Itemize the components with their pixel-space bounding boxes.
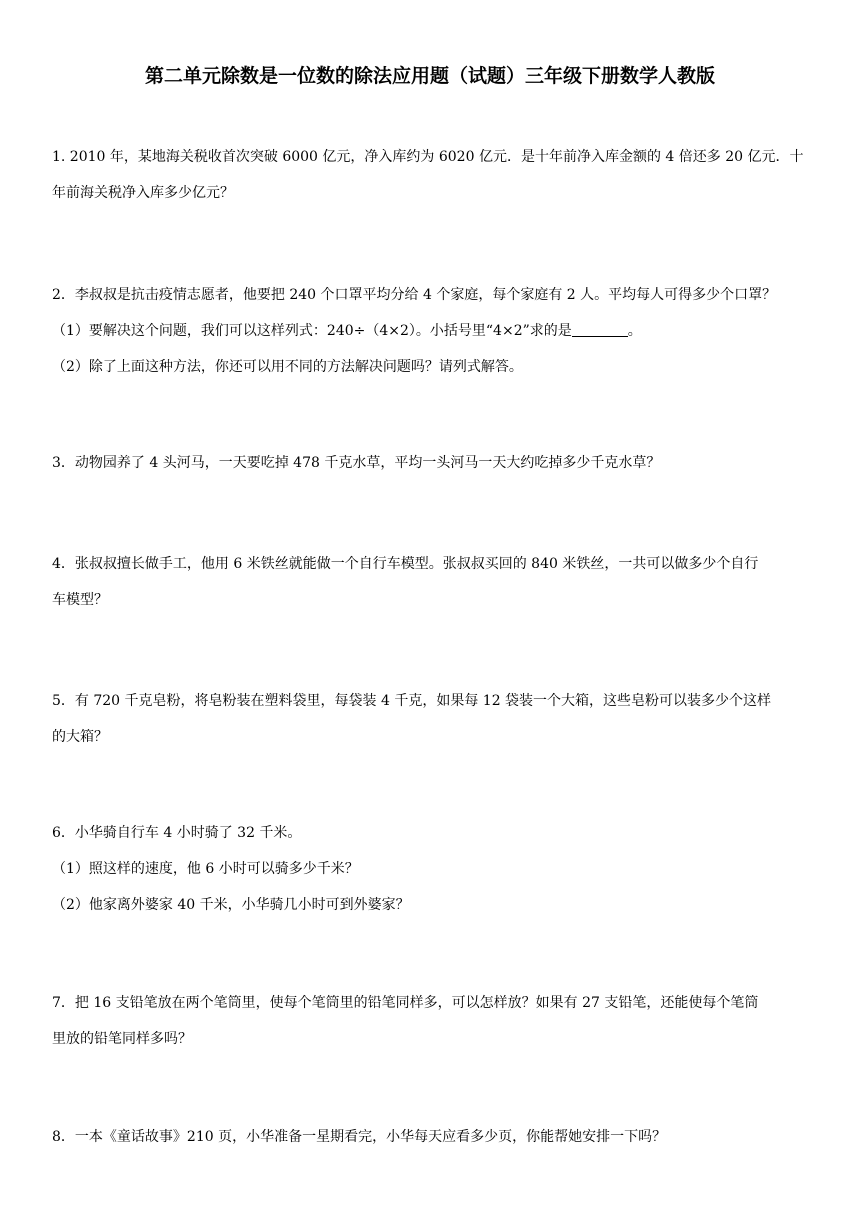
question-2-sub-1-end: 。: [627, 323, 642, 339]
answer-blank[interactable]: [572, 322, 628, 337]
question-6: [52, 815, 812, 923]
question-8-line-1: 8．一本《童话故事》210 页，小华准备一星期看完，小华每天应看多少页，你能帮她安排一下吗？: [52, 1129, 667, 1145]
question-6-line-3: （2）他家离外婆家 40 千米，小华骑几小时可到外婆家？: [52, 897, 410, 913]
question-2-sub-2: （2）除了上面这种方法，你还可以用不同的方法解决问题吗？请列式解答。: [52, 359, 523, 375]
question-4: [52, 546, 812, 618]
question-3-line-1: 3．动物园养了 4 头河马，一天要吃掉 478 千克水草，平均一头河马一天大约吃掉多少千克水草？: [52, 455, 661, 471]
question-7: [52, 985, 812, 1057]
question-5-line-1: 5．有 720 千克皂粉，将皂粉装在塑料袋里，每袋装 4 千克，如果每 12 袋装一个大箱，这些皂粉可以装多少个这样: [52, 693, 772, 709]
question-2-sub-1-text: （1）要解决这个问题，我们可以这样列式：240÷（4×2）。小括号里“4×2”求的是: [52, 323, 572, 339]
question-6-line-2: （1）照这样的速度，他 6 小时可以骑多少千米？: [52, 861, 359, 877]
question-1-line-1: 1. 2010 年，某地海关税收首次突破 6000 亿元，净入库约为 6020 亿元．是十年前净入库金额的 4 倍还多 20 亿元．十: [52, 149, 804, 165]
question-1-line-2: 年前海关税净入库多少亿元？: [52, 185, 234, 201]
question-2-line-1: 2．李叔叔是抗击疫情志愿者，他要把 240 个口罩平均分给 4 个家庭，每个家庭有 2 人。平均每人可得多少个口罩？: [52, 287, 777, 303]
question-4-line-1: 4．张叔叔擅长做手工，他用 6 米铁丝就能做一个自行车模型。张叔叔买回的 840 米铁丝，一共可以做多少个自行: [52, 556, 759, 572]
question-6-line-1: 6．小华骑自行车 4 小时骑了 32 千米。: [52, 825, 302, 841]
question-3: [52, 445, 812, 481]
question-7-line-1: 7．把 16 支铅笔放在两个笔筒里，使每个笔筒里的铅笔同样多，可以怎样放？如果有 27 支铅笔，还能使每个笔筒: [52, 995, 759, 1011]
question-5-line-2: 的大箱？: [52, 729, 108, 745]
question-8: [52, 1119, 812, 1155]
question-1: [52, 139, 812, 211]
question-5: [52, 683, 812, 755]
question-7-line-2: 里放的铅笔同样多吗？: [52, 1031, 192, 1047]
question-2-sub-1: [52, 313, 812, 349]
document-title: 第二单元除数是一位数的除法应用题（试题）三年级下册数学人教版: [144, 65, 715, 87]
question-4-line-2: 车模型？: [52, 592, 108, 608]
question-2: [52, 277, 812, 385]
